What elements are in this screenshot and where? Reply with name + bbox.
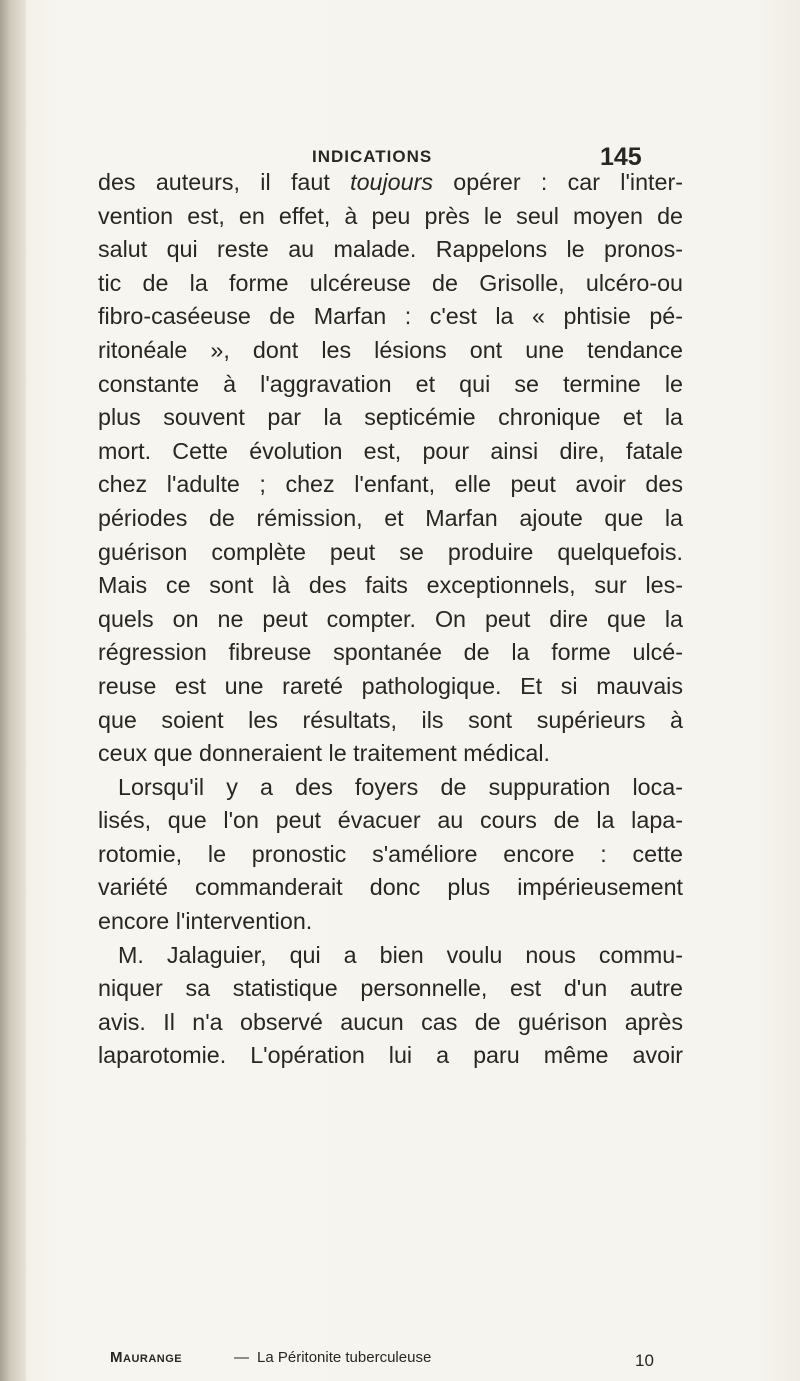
page-binding-shadow — [0, 0, 26, 1381]
text-line-23: encore l'intervention. — [98, 908, 313, 935]
text-line-16: reuse est une rareté pathologique. Et si mauvais — [98, 672, 683, 699]
text-line-19: Lorsqu'il y a des foyers de suppuration loca- — [118, 773, 683, 800]
text-line-22: variété commanderait donc plus impérieusement — [98, 874, 683, 901]
text-line-5: fibro-caséeuse de Marfan : c'est la « phtisie pé- — [98, 303, 683, 330]
text-line-9: mort. Cette évolution est, pour ainsi dire, fatale — [98, 437, 683, 464]
footer-book-title: La Péritonite tuberculeuse — [257, 1349, 432, 1366]
text-line-1: des auteurs, il faut toujours opérer : car l'inter- — [98, 169, 683, 195]
text-line-15: régression fibreuse spontanée de la forme ulcé- — [98, 639, 683, 666]
signature-footer — [110, 1349, 660, 1371]
text-line-8: plus souvent par la septicémie chronique et la — [98, 404, 683, 431]
text-line-20: lisés, que l'on peut évacuer au cours de la lapa- — [98, 807, 683, 834]
text-line-18: ceux que donneraient le traitement médical. — [98, 740, 550, 767]
text-line-13: Mais ce sont là des faits exceptionnels, sur les- — [98, 572, 683, 599]
text-line-21: rotomie, le pronostic s'améliore encore : cette — [98, 840, 683, 867]
text-line-17: que soient les résultats, ils sont supérieurs à — [98, 706, 683, 733]
text-line-7: constante à l'aggravation et qui se termine le — [98, 370, 683, 397]
text-line-12: guérison complète peut se produire quelquefois. — [98, 538, 683, 565]
text-line-25: niquer sa statistique personnelle, est d'un autre — [98, 975, 683, 1002]
signature-mark: 10 — [635, 1351, 654, 1370]
text-line-11: périodes de rémission, et Marfan ajoute que la — [98, 504, 683, 531]
footer-dash: — — [234, 1349, 249, 1366]
text-line-24: M. Jalaguier, qui a bien voulu nous commu- — [118, 941, 683, 968]
text-line-3: salut qui reste au malade. Rappelons le pronos- — [98, 236, 683, 263]
text-line-14: quels on ne peut compter. On peut dire que la — [98, 605, 683, 632]
emphasis-toujours: toujours — [350, 169, 433, 195]
running-title: INDICATIONS — [312, 147, 433, 166]
text-line-4: tic de la forme ulcéreuse de Grisolle, ulcéro-ou — [98, 269, 683, 296]
footer-author: Maurange — [110, 1349, 183, 1366]
body-text — [98, 166, 683, 1073]
text-line-27: laparotomie. L'opération lui a paru même avoir — [98, 1042, 683, 1069]
page-number: 145 — [600, 143, 642, 171]
text-line-26: avis. Il n'a observé aucun cas de guérison après — [98, 1008, 683, 1035]
text-line-6: ritonéale », dont les lésions ont une tendance — [98, 336, 683, 363]
text-line-2: vention est, en effet, à peu près le seul moyen de — [98, 202, 683, 229]
text-line-10: chez l'adulte ; chez l'enfant, elle peut avoir des — [98, 471, 683, 498]
